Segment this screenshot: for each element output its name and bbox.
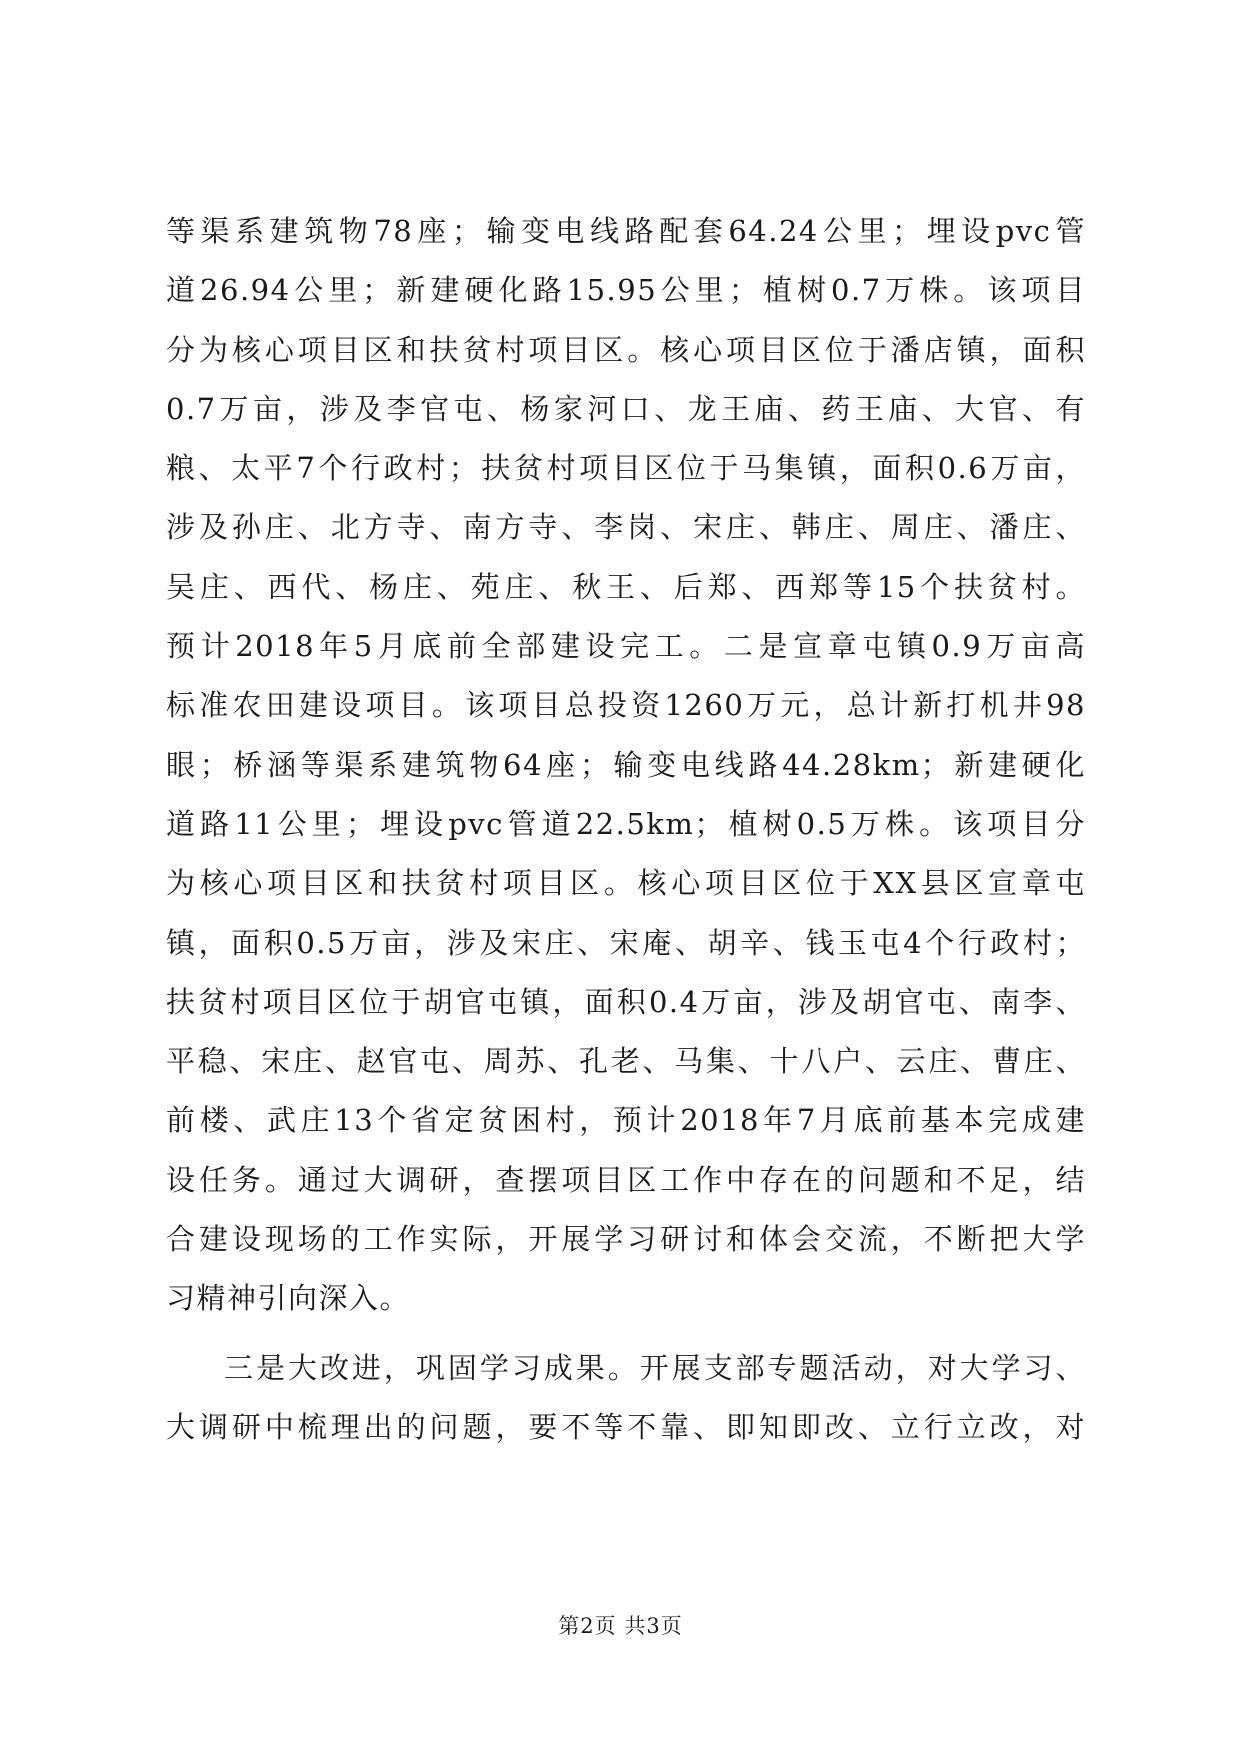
text-line: 预计2018年5月底前全部建设完工。二是宣章屯镇0.9万亩高 xyxy=(166,629,1086,664)
page-number-footer: 第2页 共3页 xyxy=(558,1614,683,1638)
text-line: 平稳、宋庄、赵官屯、周苏、孔老、马集、十八户、云庄、曹庄、 xyxy=(166,1044,1086,1079)
text-line: 习精神引向深入。 xyxy=(166,1281,411,1316)
text-line: 吴庄、西代、杨庄、苑庄、秋王、后郑、西郑等15个扶贫村。 xyxy=(166,569,1086,604)
paragraph-continued xyxy=(166,202,1086,1329)
text-line: 等渠系建筑物78座；输变电线路配套64.24公里；埋设pvc管 xyxy=(166,214,1086,248)
text-line: 设任务。通过大调研，查摆项目区工作中存在的问题和不足，结 xyxy=(166,1162,1086,1197)
text-line: 道26.94公里；新建硬化路15.95公里；植树0.7万株。该项目 xyxy=(166,273,1086,308)
text-line: 三是大改进，巩固学习成果。开展支部专题活动，对大学习、 xyxy=(224,1350,1086,1385)
text-line: 镇，面积0.5万亩，涉及宋庄、宋庵、胡辛、钱玉屯4个行政村； xyxy=(166,925,1086,960)
text-line: 为核心项目区和扶贫村项目区。核心项目区位于XX县区宣章屯 xyxy=(166,866,1086,901)
text-line: 合建设现场的工作实际，开展学习研讨和体会交流，不断把大学 xyxy=(166,1222,1086,1257)
text-line: 标准农田建设项目。该项目总投资1260万元，总计新打机井98 xyxy=(166,688,1086,723)
body-text xyxy=(166,202,1086,1457)
text-line: 前楼、武庄13个省定贫困村，预计2018年7月底前基本完成建 xyxy=(166,1103,1086,1138)
text-line: 0.7万亩，涉及李官屯、杨家河口、龙王庙、药王庙、大官、有 xyxy=(166,391,1086,426)
text-line: 大调研中梳理出的问题，要不等不靠、即知即改、立行立改，对 xyxy=(166,1409,1086,1444)
text-line: 扶贫村项目区位于胡官屯镇，面积0.4万亩，涉及胡官屯、南李、 xyxy=(166,984,1086,1019)
paragraph-gap xyxy=(166,1329,1086,1339)
text-line: 眼；桥涵等渠系建筑物64座；输变电线路44.28km；新建硬化 xyxy=(166,747,1086,782)
text-line: 分为核心项目区和扶贫村项目区。核心项目区位于潘店镇，面积 xyxy=(166,332,1086,367)
paragraph-improvement xyxy=(166,1339,1086,1458)
text-line: 道路11公里；埋设pvc管道22.5km；植树0.5万株。该项目分 xyxy=(166,806,1086,841)
text-line: 粮、太平7个行政村；扶贫村项目区位于马集镇，面积0.6万亩， xyxy=(166,451,1086,486)
text-line: 涉及孙庄、北方寺、南方寺、李岗、宋庄、韩庄、周庄、潘庄、 xyxy=(166,510,1086,545)
